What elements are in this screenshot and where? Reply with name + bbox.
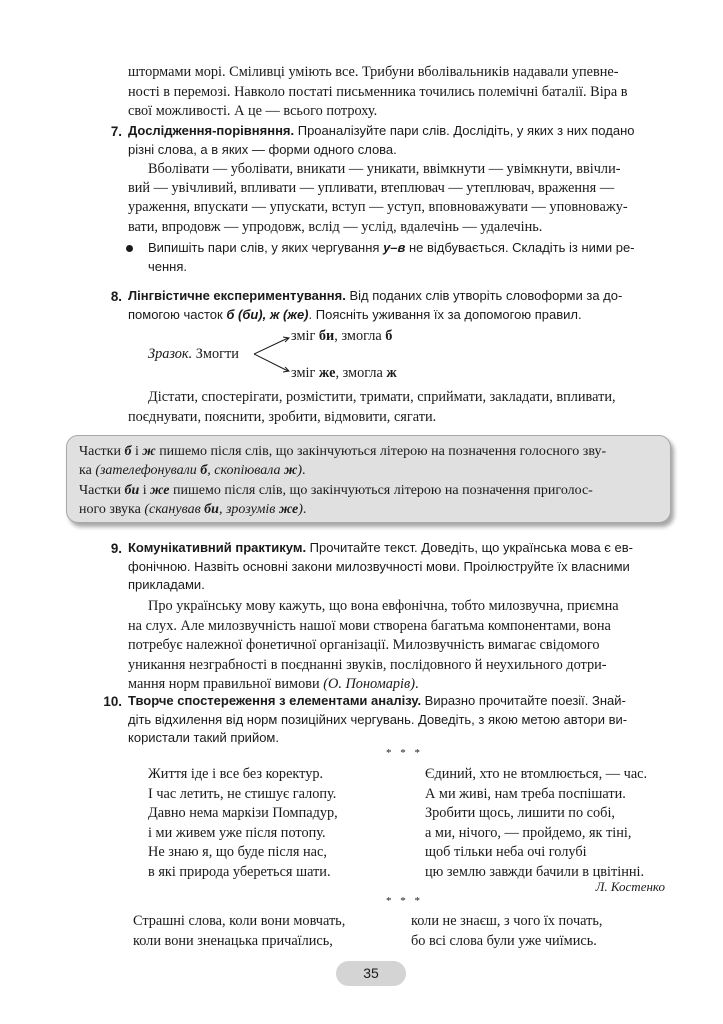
word-pairs-line: Вболівати — уболівати, вникати — уникати, ввімкнути — увімкнути, ввічли-	[148, 161, 621, 177]
bullet-icon	[126, 245, 133, 252]
poem-1-left-column: Життя іде і все без коректур. І час летить, не стишує галопу. Давно нема маркізи Помпадур, і ми живем уже після потопу. Не знаю я, що буде після нас, в які природа убереться шати.	[148, 766, 338, 880]
intro-line: ності в перемозі. Навколо постаті письменника точились полемічні баталії. Віра в	[128, 83, 628, 100]
word-pairs-line: вати, впродовж — упродовж, вслід — услід, вдалечінь — удалечінь.	[128, 218, 543, 235]
poem-separator: * * *	[386, 895, 423, 907]
poem-2-right-column: коли не знаєш, з чого їх почать, бо всі слова були уже чиїмись.	[411, 913, 603, 949]
task-10-instruction: Творче спостереження з елементами аналізу. Виразно прочитайте поезії. Знай- діть відхилення від норм позиційних чергувань. Доведіть, з якою метою автори ви- користали такий прийом.	[128, 693, 628, 746]
task-7-number: 7.	[110, 124, 122, 139]
sample-form-1: зміг би, змогла б	[291, 328, 393, 344]
author-name: (О. Пономарів)	[323, 676, 415, 693]
task-7-title: Дослідження-порівняння.	[128, 123, 295, 138]
task-8-words: Дістати, спостерігати, розмістити, тримати, сприймати, закладати, впливати, поєднувати, пояснити, зробити, відмовити, сягати.	[128, 389, 616, 425]
poem-2-left-column: Страшні слова, коли вони мовчать, коли вони зненацька причаїлись,	[133, 913, 346, 949]
sample-form-2: зміг же, змогла ж	[291, 365, 397, 381]
task-8-title: Лінгвістичне експериментування.	[128, 288, 346, 303]
task-8-number: 8.	[110, 289, 122, 304]
rule-box: Частки б і ж пишемо після слів, що закінчуються літерою на позначення голосного зву- ка (зателефонували б, скопіювала ж). Частки би і же пишемо після слів, що закінчуються літерою на позначення приголос- ного звука (сканував би, зрозумів же).	[66, 435, 671, 523]
word-pairs-line: вий — увічливий, впливати — упливати, втеплювач — утеплювач, враження —	[128, 180, 615, 197]
poem-1-right-column: Єдиний, хто не втомлюється, — час. А ми живі, нам треба поспішати. Зробити щось, лишити по собі, а ми, нічого, — пройдемо, як тіні, щоб тільки неба очі голубі цю землю завжди бачили в цвітінні.	[425, 766, 648, 880]
particles: б (би), ж (же)	[226, 306, 309, 322]
task-10-number: 10.	[103, 694, 122, 709]
alternation-letters: у–в	[383, 240, 406, 255]
poem-separator: * * *	[386, 747, 423, 759]
task-9-number: 9.	[110, 541, 122, 556]
intro-line: штормами морі. Сміливці уміють все. Трибуни вболівальників надавали упевне-	[128, 64, 619, 80]
task-7-instruction	[128, 122, 676, 159]
page-number: 35	[336, 961, 406, 986]
task-7-instr-2: різні слова, а в яких — форми одного слова.	[128, 141, 397, 157]
task-7-instr-1: Проаналізуйте пари слів. Дослідіть, у яких з них подано	[294, 123, 635, 138]
task-7-word-pairs	[128, 160, 676, 237]
poem-author: Л. Костенко	[595, 879, 665, 894]
intro-line: свої можливості. А це — всього потроху.	[128, 103, 378, 120]
task-8-instruction: Лінгвістичне експериментування. Від поданих слів утворіть словоформи за до- помогою часток б (би), ж (же). Поясніть уживання їх за допомогою правил.	[128, 288, 623, 322]
task-10-title: Творче спостереження з елементами аналізу.	[128, 693, 422, 708]
intro-paragraph	[128, 63, 673, 122]
sample-label: Зразок. Змогти	[148, 346, 239, 362]
task-9-text: Про українську мову кажуть, що вона евфонічна, тобто милозвучна, приємна на слух. Але милозвучність нашої мови створена багатьма компонентами, вона потребує належної фонетичної організації. Милозвучність вимагає свідомого уникання незграбності в поєднанні звуків, послідовного й неухильного дотри- мання норм правильної вимови (О. Пономарів).	[128, 598, 619, 693]
task-9-title: Комунікативний практикум.	[128, 540, 307, 555]
task-9-instruction: Комунікативний практикум. Прочитайте текст. Доведіть, що українська мова є ев- фонічною. Назвіть основні закони милозвучності мови. Проілюструйте їх власними прикладами.	[128, 540, 633, 593]
branch-arrows-icon	[252, 334, 292, 376]
task-7-bullet-text: Випишіть пари слів, у яких чергування у–в не відбувається. Складіть із ними ре- чення.	[148, 240, 635, 274]
word-pairs-line: ураження, впускати — упускати, вступ — уступ, вповноважувати — уповноважу-	[128, 199, 628, 216]
